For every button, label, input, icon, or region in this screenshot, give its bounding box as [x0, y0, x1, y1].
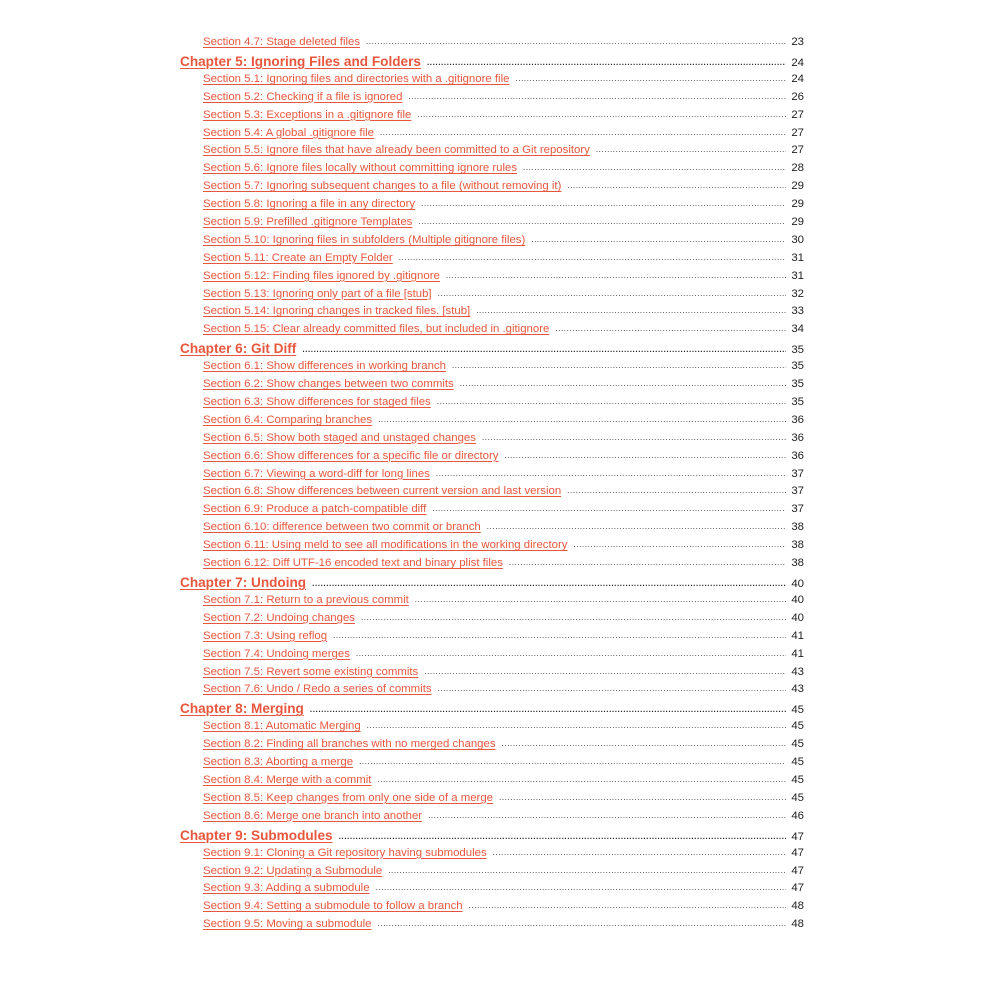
dot-leader — [555, 320, 786, 338]
page-number: 37 — [791, 467, 804, 480]
toc-section-row — [0, 845, 804, 863]
toc-section-link[interactable]: Section 6.6: Show differences for a specific file or directory — [203, 449, 499, 462]
toc-section-link[interactable]: Section 5.6: Ignore files locally without committing ignore rules — [203, 162, 518, 175]
page-number: 45 — [791, 738, 804, 751]
toc-section-link[interactable]: Section 5.14: Ignoring changes in tracked files. [stub] — [203, 305, 471, 318]
toc-section-row — [0, 71, 804, 89]
toc-section-link[interactable]: Section 6.7: Viewing a word-diff for long lines — [203, 467, 430, 480]
dot-leader — [359, 753, 786, 771]
dot-leader — [469, 897, 786, 915]
dot-leader — [476, 302, 786, 320]
toc-section-row — [0, 250, 804, 268]
toc-section-link[interactable]: Section 8.3: Aborting a merge — [203, 756, 354, 769]
toc-section-link[interactable]: Section 5.4: A global .gitignore file — [203, 126, 374, 139]
page-number: 43 — [791, 683, 804, 696]
page-number: 34 — [791, 323, 804, 336]
toc-section-link[interactable]: Section 4.7: Stage deleted files — [203, 36, 361, 48]
toc-chapter-link[interactable]: Chapter 9: Submodules — [180, 827, 333, 843]
toc-section-link[interactable]: Section 5.3: Exceptions in a .gitignore file — [203, 108, 412, 121]
toc-chapter-link[interactable]: Chapter 8: Merging — [180, 701, 304, 717]
toc-section-link[interactable]: Section 8.5: Keep changes from only one side of a merge — [203, 791, 494, 804]
page-number: 38 — [791, 539, 804, 552]
toc-section-row — [0, 790, 804, 808]
toc-section-link[interactable]: Section 5.13: Ignoring only part of a file [stub] — [203, 287, 432, 300]
toc-chapter-row — [0, 826, 804, 845]
toc-section-link[interactable]: Section 7.3: Using reflog — [203, 629, 328, 642]
dot-leader — [380, 124, 786, 142]
toc-section-row — [0, 664, 804, 682]
toc-section-link[interactable]: Section 9.4: Setting a submodule to follow a branch — [203, 900, 463, 913]
toc-section-row — [0, 286, 804, 304]
toc-section-row — [0, 107, 804, 125]
toc-section-row — [0, 34, 804, 52]
dot-leader — [333, 627, 786, 645]
toc-section-row — [0, 610, 804, 628]
page-number: 48 — [791, 918, 804, 931]
page-number: 45 — [791, 704, 804, 717]
page-number: 47 — [791, 882, 804, 895]
dot-leader — [356, 645, 786, 663]
page-number: 36 — [791, 413, 804, 426]
page-number: 33 — [791, 305, 804, 318]
dot-leader — [493, 844, 786, 862]
page-number: 31 — [791, 269, 804, 282]
toc-chapter-row — [0, 573, 804, 592]
dot-leader — [596, 141, 786, 159]
dot-leader — [446, 267, 786, 285]
toc-section-row — [0, 537, 804, 555]
dot-leader — [424, 663, 786, 681]
page-number: 24 — [791, 56, 804, 69]
toc-section-link[interactable]: Section 6.9: Produce a patch-compatible diff — [203, 503, 427, 516]
toc-section-link[interactable]: Section 5.5: Ignore files that have already been committed to a Git repository — [203, 144, 590, 157]
dot-leader — [438, 680, 786, 698]
toc-section-row — [0, 646, 804, 664]
toc-section-link[interactable]: Section 9.3: Adding a submodule — [203, 882, 370, 895]
toc-section-link[interactable]: Section 6.1: Show differences in working branch — [203, 360, 446, 373]
toc-section-link[interactable]: Section 6.3: Show differences for staged files — [203, 396, 431, 409]
toc-section-link[interactable]: Section 8.4: Merge with a commit — [203, 773, 372, 786]
page-number: 35 — [791, 396, 804, 409]
toc-chapter-link[interactable]: Chapter 6: Git Diff — [180, 341, 297, 357]
toc-section-link[interactable]: Section 6.2: Show changes between two commits — [203, 378, 454, 391]
dot-leader — [499, 789, 786, 807]
toc-section-link[interactable]: Section 7.5: Revert some existing commits — [203, 665, 419, 678]
toc-chapter-link[interactable]: Chapter 7: Undoing — [180, 574, 307, 590]
page-number: 35 — [791, 360, 804, 373]
toc-section-row — [0, 519, 804, 537]
toc-section-link[interactable]: Section 6.5: Show both staged and unstaged changes — [203, 431, 476, 444]
page-number: 29 — [791, 198, 804, 211]
page-number: 40 — [791, 611, 804, 624]
dot-leader — [515, 70, 786, 88]
toc-section-link[interactable]: Section 6.12: Diff UTF-16 encoded text and binary plist files — [203, 557, 503, 570]
dot-leader — [378, 411, 786, 429]
toc-section-row — [0, 501, 804, 519]
toc-section-row — [0, 681, 804, 699]
page-number: 41 — [791, 629, 804, 642]
page-number: 37 — [791, 485, 804, 498]
page-number: 35 — [791, 344, 804, 357]
toc-section-link[interactable]: Section 6.8: Show differences between current version and last version — [203, 485, 562, 498]
toc-section-row — [0, 808, 804, 826]
dot-leader — [509, 554, 786, 572]
dot-leader — [421, 195, 786, 213]
page-number: 38 — [791, 521, 804, 534]
toc-section-link[interactable]: Section 7.4: Undoing merges — [203, 647, 350, 660]
page-number: 43 — [791, 665, 804, 678]
toc-section-row — [0, 412, 804, 430]
page-number: 28 — [791, 162, 804, 175]
toc-section-link[interactable]: Section 8.1: Automatic Merging — [203, 720, 361, 733]
toc-chapter-link[interactable]: Chapter 5: Ignoring Files and Folders — [180, 53, 421, 69]
dot-leader — [502, 735, 786, 753]
dot-leader — [438, 285, 786, 303]
table-of-contents — [0, 34, 1000, 934]
page-number: 38 — [791, 557, 804, 570]
page-number: 46 — [791, 809, 804, 822]
toc-section-link[interactable]: Section 5.8: Ignoring a file in any directory — [203, 198, 416, 211]
toc-section-link[interactable]: Section 5.1: Ignoring files and directories with a .gitignore file — [203, 72, 510, 85]
toc-section-link[interactable]: Section 5.11: Create an Empty Folder — [203, 251, 393, 264]
toc-section-link[interactable]: Section 9.2: Updating a Submodule — [203, 864, 383, 877]
page-number: 48 — [791, 900, 804, 913]
dot-leader — [523, 159, 786, 177]
dot-leader — [377, 771, 786, 789]
toc-section-row — [0, 736, 804, 754]
dot-leader — [377, 915, 786, 933]
dot-leader — [415, 591, 786, 609]
toc-section-link[interactable]: Section 9.5: Moving a submodule — [203, 918, 372, 931]
toc-section-row — [0, 376, 804, 394]
dot-leader — [399, 249, 786, 267]
toc-section-link[interactable]: Section 5.12: Finding files ignored by .gitignore — [203, 269, 440, 282]
page-number: 45 — [791, 791, 804, 804]
page-number: 45 — [791, 756, 804, 769]
page-number: 41 — [791, 647, 804, 660]
page-number: 47 — [791, 864, 804, 877]
dot-leader — [417, 106, 786, 124]
dot-leader — [460, 375, 786, 393]
page-number: 31 — [791, 251, 804, 264]
page-number: 29 — [791, 216, 804, 229]
page-number: 24 — [791, 72, 804, 85]
toc-section-link[interactable]: Section 6.4: Comparing branches — [203, 413, 373, 426]
dot-leader — [366, 33, 786, 51]
dot-leader — [388, 862, 786, 880]
toc-section-link[interactable]: Section 5.10: Ignoring files in subfolders (Multiple gitignore files) — [203, 233, 526, 246]
toc-section-link[interactable]: Section 8.2: Finding all branches with no merged changes — [203, 738, 496, 751]
page-number: 40 — [791, 593, 804, 606]
toc-section-row — [0, 358, 804, 376]
dot-leader — [504, 447, 786, 465]
toc-section-row — [0, 232, 804, 250]
toc-section-link[interactable]: Section 7.2: Undoing changes — [203, 611, 355, 624]
toc-section-link[interactable]: Section 6.11: Using meld to see all modifications in the working directory — [203, 539, 568, 552]
dot-leader — [573, 536, 786, 554]
page-number: 36 — [791, 449, 804, 462]
toc-section-row — [0, 196, 804, 214]
toc-section-row — [0, 142, 804, 160]
dot-leader — [437, 393, 786, 411]
page-number: 29 — [791, 180, 804, 193]
dot-leader — [567, 177, 786, 195]
page-number: 27 — [791, 144, 804, 157]
page-number: 27 — [791, 108, 804, 121]
toc-section-row — [0, 863, 804, 881]
toc-section-row — [0, 448, 804, 466]
toc-section-link[interactable]: Section 5.9: Prefilled .gitignore Templates — [203, 216, 413, 229]
page-number: 47 — [791, 846, 804, 859]
toc-section-link[interactable]: Section 5.7: Ignoring subsequent changes to a file (without removing it) — [203, 180, 562, 193]
toc-section-link[interactable]: Section 7.6: Undo / Redo a series of commits — [203, 683, 432, 696]
toc-section-link[interactable]: Section 6.10: difference between two commit or branch — [203, 521, 481, 534]
toc-section-row — [0, 754, 804, 772]
dot-leader — [376, 879, 786, 897]
toc-section-row — [0, 592, 804, 610]
toc-section-row — [0, 772, 804, 790]
toc-section-row — [0, 898, 804, 916]
dot-leader — [531, 231, 786, 249]
toc-section-row — [0, 628, 804, 646]
page-number: 35 — [791, 378, 804, 391]
page-number: 45 — [791, 773, 804, 786]
page-number: 36 — [791, 431, 804, 444]
page-number: 37 — [791, 503, 804, 516]
toc-chapter-row — [0, 52, 804, 71]
toc-section-row — [0, 303, 804, 321]
dot-leader — [361, 609, 786, 627]
dot-leader — [408, 88, 786, 106]
toc-section-row — [0, 394, 804, 412]
page-number: 47 — [791, 830, 804, 843]
toc-section-row — [0, 430, 804, 448]
toc-section-row — [0, 125, 804, 143]
toc-section-row — [0, 178, 804, 196]
dot-leader — [432, 500, 786, 518]
toc-section-row — [0, 916, 804, 934]
toc-section-row — [0, 160, 804, 178]
dot-leader — [567, 482, 786, 500]
toc-section-link[interactable]: Section 9.1: Cloning a Git repository having submodules — [203, 846, 487, 859]
dot-leader — [482, 429, 786, 447]
toc-section-row — [0, 89, 804, 107]
dot-leader — [418, 213, 786, 231]
toc-section-link[interactable]: Section 5.15: Clear already committed files, but included in .gitignore — [203, 323, 550, 336]
toc-section-row — [0, 880, 804, 898]
toc-section-row — [0, 483, 804, 501]
page-number: 32 — [791, 287, 804, 300]
toc-section-row — [0, 466, 804, 484]
page-number: 27 — [791, 126, 804, 139]
toc-section-row — [0, 555, 804, 573]
toc-section-link[interactable]: Section 8.6: Merge one branch into another — [203, 809, 423, 822]
dot-leader — [367, 717, 786, 735]
toc-section-row — [0, 214, 804, 232]
toc-section-row — [0, 718, 804, 736]
page-number: 23 — [791, 36, 804, 48]
toc-section-link[interactable]: Section 5.2: Checking if a file is ignored — [203, 90, 403, 103]
toc-section-link[interactable]: Section 7.1: Return to a previous commit — [203, 593, 409, 606]
toc-section-row — [0, 321, 804, 339]
dot-leader — [452, 357, 786, 375]
dot-leader — [487, 518, 786, 536]
page-number: 45 — [791, 720, 804, 733]
toc-chapter-row — [0, 339, 804, 358]
page-number: 30 — [791, 233, 804, 246]
dot-leader — [428, 807, 786, 825]
page-number: 26 — [791, 90, 804, 103]
page-number: 40 — [791, 577, 804, 590]
toc-chapter-row — [0, 699, 804, 718]
toc-section-row — [0, 268, 804, 286]
dot-leader — [436, 465, 786, 483]
